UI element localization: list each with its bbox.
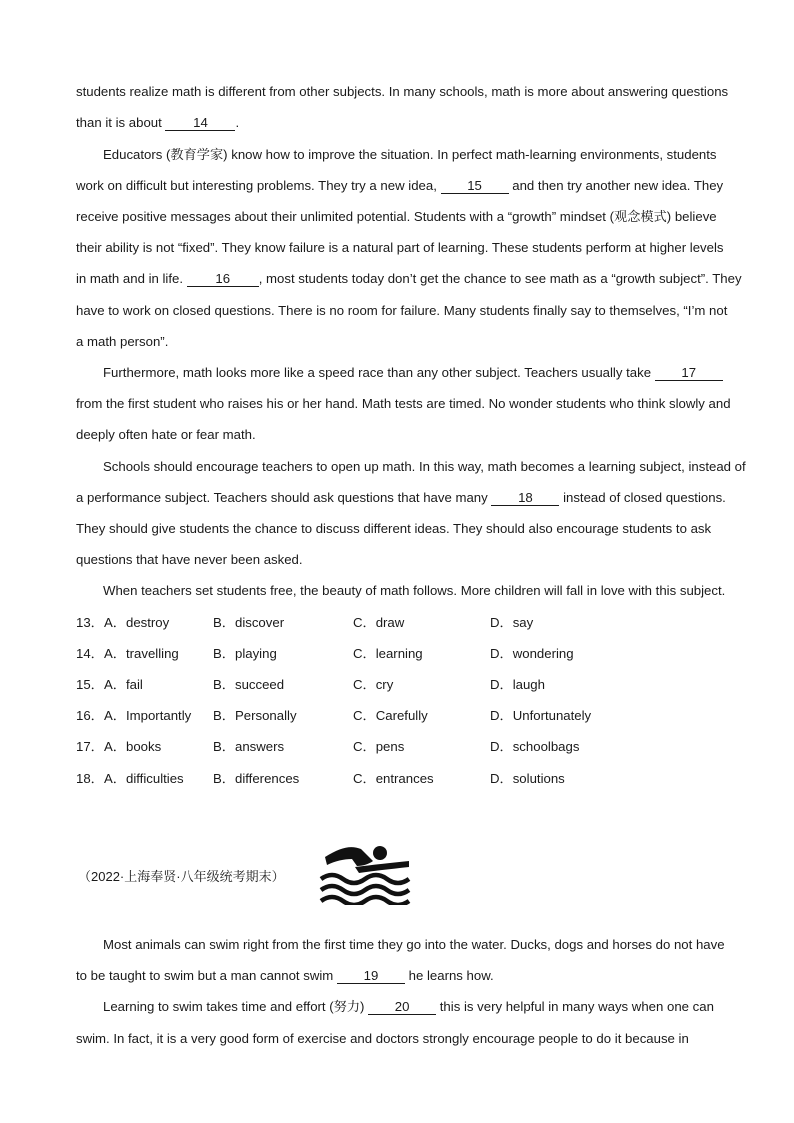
option-a[interactable]: A．books (104, 739, 162, 754)
question-number: 18． (76, 771, 104, 786)
passage-line: questions that have never been asked. (76, 552, 303, 567)
text-fragment: , most students today don’t get the chance to see math as a “growth subject”. They (258, 271, 742, 286)
passage-line (76, 271, 742, 287)
passage-line (76, 968, 494, 984)
text-fragment: . (235, 115, 240, 130)
passage-line (103, 365, 723, 381)
passage-line: swim. In fact, it is a very good form of exercise and doctors strongly encourage people to do it because in (76, 1031, 689, 1046)
option-d[interactable]: D．solutions (490, 771, 565, 786)
text-fragment: to be taught to swim but a man cannot swim (76, 968, 334, 983)
passage-line (76, 178, 723, 194)
option-a[interactable]: A．Importantly (104, 708, 192, 723)
passage-line: Educators (教育学家) know how to improve the situation. In perfect math-learning environments, students (103, 147, 717, 162)
question-number: 14． (76, 646, 104, 661)
blank-16: 16 (187, 272, 259, 287)
passage-line: deeply often hate or fear math. (76, 427, 256, 442)
option-b[interactable]: B．playing (213, 646, 277, 661)
option-b[interactable]: B．answers (213, 739, 285, 754)
text-fragment: work on difficult but interesting problems. They try a new idea, (76, 178, 437, 193)
option-c[interactable]: C．entrances (353, 771, 434, 786)
blank-20: 20 (368, 1000, 436, 1015)
blank-17: 17 (655, 366, 723, 381)
passage-line (103, 999, 714, 1015)
text-fragment: Learning to swim takes time and effort (努力) (103, 999, 365, 1014)
text-fragment: this is very helpful in many ways when one can (439, 999, 714, 1014)
option-c[interactable]: C．cry (353, 677, 394, 692)
swimmer-icon (319, 843, 411, 908)
passage-line (76, 115, 239, 131)
option-c[interactable]: C．learning (353, 646, 423, 661)
passage-line: their ability is not “fixed”. They know failure is a natural part of learning. These students perform at higher levels (76, 240, 724, 255)
option-d[interactable]: D．laugh (490, 677, 545, 692)
passage-line: a math person”. (76, 334, 169, 349)
blank-14: 14 (165, 116, 235, 131)
option-a[interactable]: A．destroy (104, 615, 170, 630)
option-b[interactable]: B．succeed (213, 677, 285, 692)
option-row-15 (76, 677, 716, 693)
option-row-18 (76, 771, 716, 787)
text-fragment: and then try another new idea. They (512, 178, 724, 193)
passage-line: students realize math is different from other subjects. In many schools, math is more about answering questions (76, 84, 729, 99)
passage-line: They should give students the chance to discuss different ideas. They should also encourage students to ask (76, 521, 712, 536)
passage-line: receive positive messages about their unlimited potential. Students with a “growth” mindset (观念模式) believe (76, 209, 717, 224)
text-fragment: Furthermore, math looks more like a speed race than any other subject. Teachers usually take (103, 365, 652, 380)
option-d[interactable]: D．wondering (490, 646, 574, 661)
option-a[interactable]: A．travelling (104, 646, 179, 661)
option-c[interactable]: C．draw (353, 615, 405, 630)
option-row-13 (76, 615, 716, 631)
text-fragment: than it is about (76, 115, 162, 130)
passage-line: have to work on closed questions. There is no room for failure. Many students finally say to themselves, “I’m not (76, 303, 728, 318)
option-row-16 (76, 708, 716, 724)
text-fragment: a performance subject. Teachers should ask questions that have many (76, 490, 488, 505)
blank-15: 15 (441, 179, 509, 194)
text-fragment: instead of closed questions. (563, 490, 726, 505)
source-label: （2022·上海奉贤·八年级统考期末） (78, 869, 285, 884)
passage-line: When teachers set students free, the beauty of math follows. More children will fall in love with this subject. (103, 583, 726, 598)
passage-line: Schools should encourage teachers to open up math. In this way, math becomes a learning subject, instead of (103, 459, 746, 474)
passage-line (76, 490, 726, 506)
question-number: 13． (76, 615, 104, 630)
option-b[interactable]: B．Personally (213, 708, 297, 723)
text-fragment: he learns how. (408, 968, 494, 983)
option-c[interactable]: C．Carefully (353, 708, 428, 723)
text-fragment: in math and in life. (76, 271, 184, 286)
option-c[interactable]: C．pens (353, 739, 405, 754)
passage-line: from the first student who raises his or her hand. Math tests are timed. No wonder students who think slowly and (76, 396, 731, 411)
option-a[interactable]: A．difficulties (104, 771, 184, 786)
option-row-14 (76, 646, 716, 662)
option-d[interactable]: D．Unfortunately (490, 708, 592, 723)
question-number: 16． (76, 708, 104, 723)
option-b[interactable]: B．discover (213, 615, 285, 630)
blank-19: 19 (337, 969, 405, 984)
option-d[interactable]: D．schoolbags (490, 739, 580, 754)
option-row-17 (76, 739, 716, 755)
option-a[interactable]: A．fail (104, 677, 143, 692)
option-b[interactable]: B．differences (213, 771, 300, 786)
option-d[interactable]: D．say (490, 615, 534, 630)
question-number: 15． (76, 677, 104, 692)
blank-18: 18 (491, 491, 559, 506)
passage-line: Most animals can swim right from the first time they go into the water. Ducks, dogs and horses do not have (103, 937, 725, 952)
question-number: 17． (76, 739, 104, 754)
